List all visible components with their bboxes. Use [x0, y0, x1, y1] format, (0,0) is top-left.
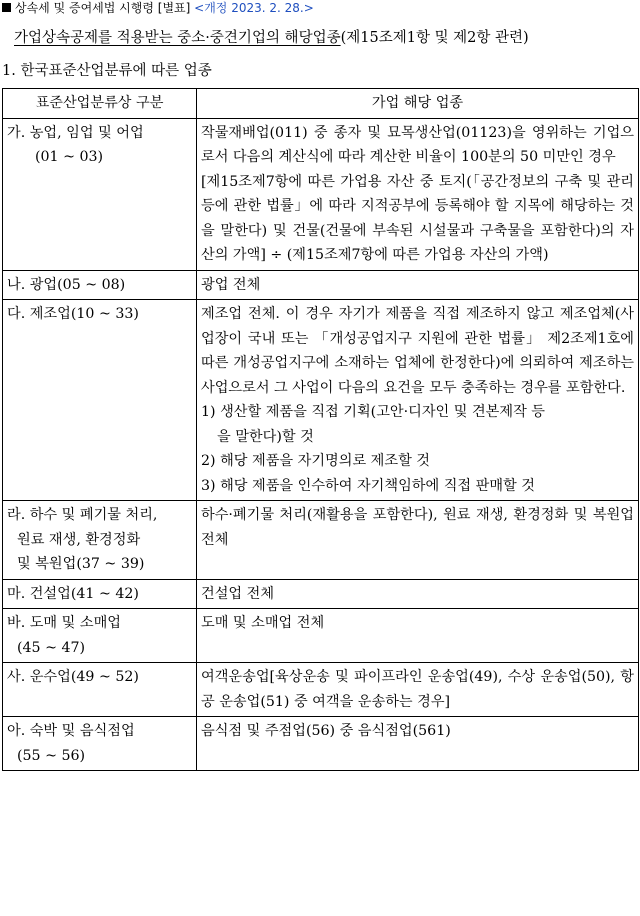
- header-col-category: 표준산업분류상 구분: [3, 89, 197, 119]
- category-code: (01 ~ 03): [35, 149, 104, 165]
- law-name: 상속세 및 증여세법 시행령 [별표]: [15, 1, 191, 15]
- table-row: [3, 609, 639, 663]
- category-cell: [3, 579, 197, 609]
- category-cell: [3, 300, 197, 501]
- category-cell: [3, 118, 197, 270]
- requirement-item: 1) 생산할 제품을 직접 기획(고안·디자인 및 견본제작 등: [201, 404, 545, 420]
- category-line: 사. 운수업(49 ~ 52): [7, 669, 139, 685]
- business-cell: [197, 270, 639, 300]
- requirement-item: 2) 해당 제품을 자기명의로 제조할 것: [201, 453, 430, 469]
- table-row: [3, 270, 639, 300]
- business-text: 여객운송업[육상운송 및 파이프라인 운송업(49), 수상 운송업(50), 항공 운송업(51) 중 여객을 운송하는 경우]: [201, 669, 634, 710]
- category-line: 마. 건설업(41 ~ 42): [7, 585, 139, 602]
- category-code: (45 ~ 47): [17, 639, 86, 656]
- business-cell: [197, 663, 639, 717]
- category-code: (55 ~ 56): [17, 747, 86, 764]
- document-title-ref: (제15조제1항 및 제2항 관련): [340, 30, 529, 46]
- section-title: 1. 한국표준산업분류에 따른 업종: [2, 63, 212, 79]
- business-text: 작물재배업(011) 중 종자 및 묘목생산업(01123)을 영위하는 기업으로서 다음의 계산식에 따라 계산한 비율이 100분의 50 미만인 경우: [201, 124, 634, 165]
- category-line: 라. 하수 및 폐기물 처리,: [7, 507, 158, 523]
- industry-table: [2, 88, 639, 771]
- law-header: [2, 0, 314, 16]
- business-text: 음식점 및 주점업(56) 중 음식점업(561): [201, 723, 451, 739]
- category-cell: [3, 270, 197, 300]
- category-line: 나. 광업(05 ~ 08): [7, 276, 126, 293]
- business-cell: [197, 118, 639, 270]
- business-cell: [197, 300, 639, 501]
- category-line: 및 복원업(37 ~ 39): [17, 556, 145, 572]
- requirement-item: 3) 해당 제품을 인수하여 자기책임하에 직접 판매할 것: [201, 477, 535, 494]
- business-text: 하수·폐기물 처리(재활용을 포함한다), 원료 재생, 환경정화 및 복원업 전체: [201, 507, 634, 548]
- header-col-business: 가업 해당 업종: [197, 89, 639, 119]
- table-row: [3, 717, 639, 771]
- business-formula: [제15조제7항에 따른 가업용 자산 중 토지(「공간정보의 구축 및 관리 등에 관한 법률」에 따라 지적공부에 등록해야 할 지목에 해당하는 것을 말한다) 및 건물(건물에 부속된 시설물과 구축물을 포함한다)의 자산의 가액] ÷ (제15조제7항에 따른 가업용 자산의 가액): [201, 173, 634, 263]
- category-line: 아. 숙박 및 음식점업: [7, 723, 135, 739]
- business-text: 제조업 전체. 이 경우 자기가 제품을 직접 제조하지 않고 제조업체(사업장이 국내 또는 「개성공업지구 지원에 관한 법률」 제2조제1호에 따른 개성공업지구에 소재하는 업체에 한정한다)에 의뢰하여 제조하는 사업으로서 그 사업이 다음의 요건을 모두 충족하는 경우를 포함한다.: [201, 306, 634, 396]
- business-text: 도매 및 소매업 전체: [201, 615, 325, 631]
- table-row: [3, 300, 639, 501]
- category-cell: [3, 663, 197, 717]
- requirement-item-cont: 을 말한다)할 것: [217, 428, 314, 445]
- category-line: 바. 도매 및 소매업: [7, 615, 121, 631]
- table-row: [3, 579, 639, 609]
- category-line: 가. 농업, 임업 및 어업: [7, 124, 144, 141]
- table-row: [3, 118, 639, 270]
- business-cell: [197, 501, 639, 580]
- business-cell: [197, 579, 639, 609]
- business-cell: [197, 717, 639, 771]
- table-header-row: [3, 89, 639, 119]
- business-text: 건설업 전체: [201, 585, 275, 602]
- document-title: [14, 28, 529, 48]
- table-row: [3, 663, 639, 717]
- black-square-icon: [2, 3, 11, 12]
- category-line: 다. 제조업(10 ~ 33): [7, 306, 139, 322]
- table-row: [3, 501, 639, 580]
- category-cell: [3, 501, 197, 580]
- business-text: 광업 전체: [201, 276, 261, 293]
- document-title-main: 가업상속공제를 적용받는 중소·중견기업의 해당업종: [14, 30, 341, 46]
- category-line: 원료 재생, 환경정화: [17, 531, 141, 548]
- category-cell: [3, 609, 197, 663]
- category-cell: [3, 717, 197, 771]
- revision-date: <개정 2023. 2. 28.>: [194, 1, 314, 15]
- business-cell: [197, 609, 639, 663]
